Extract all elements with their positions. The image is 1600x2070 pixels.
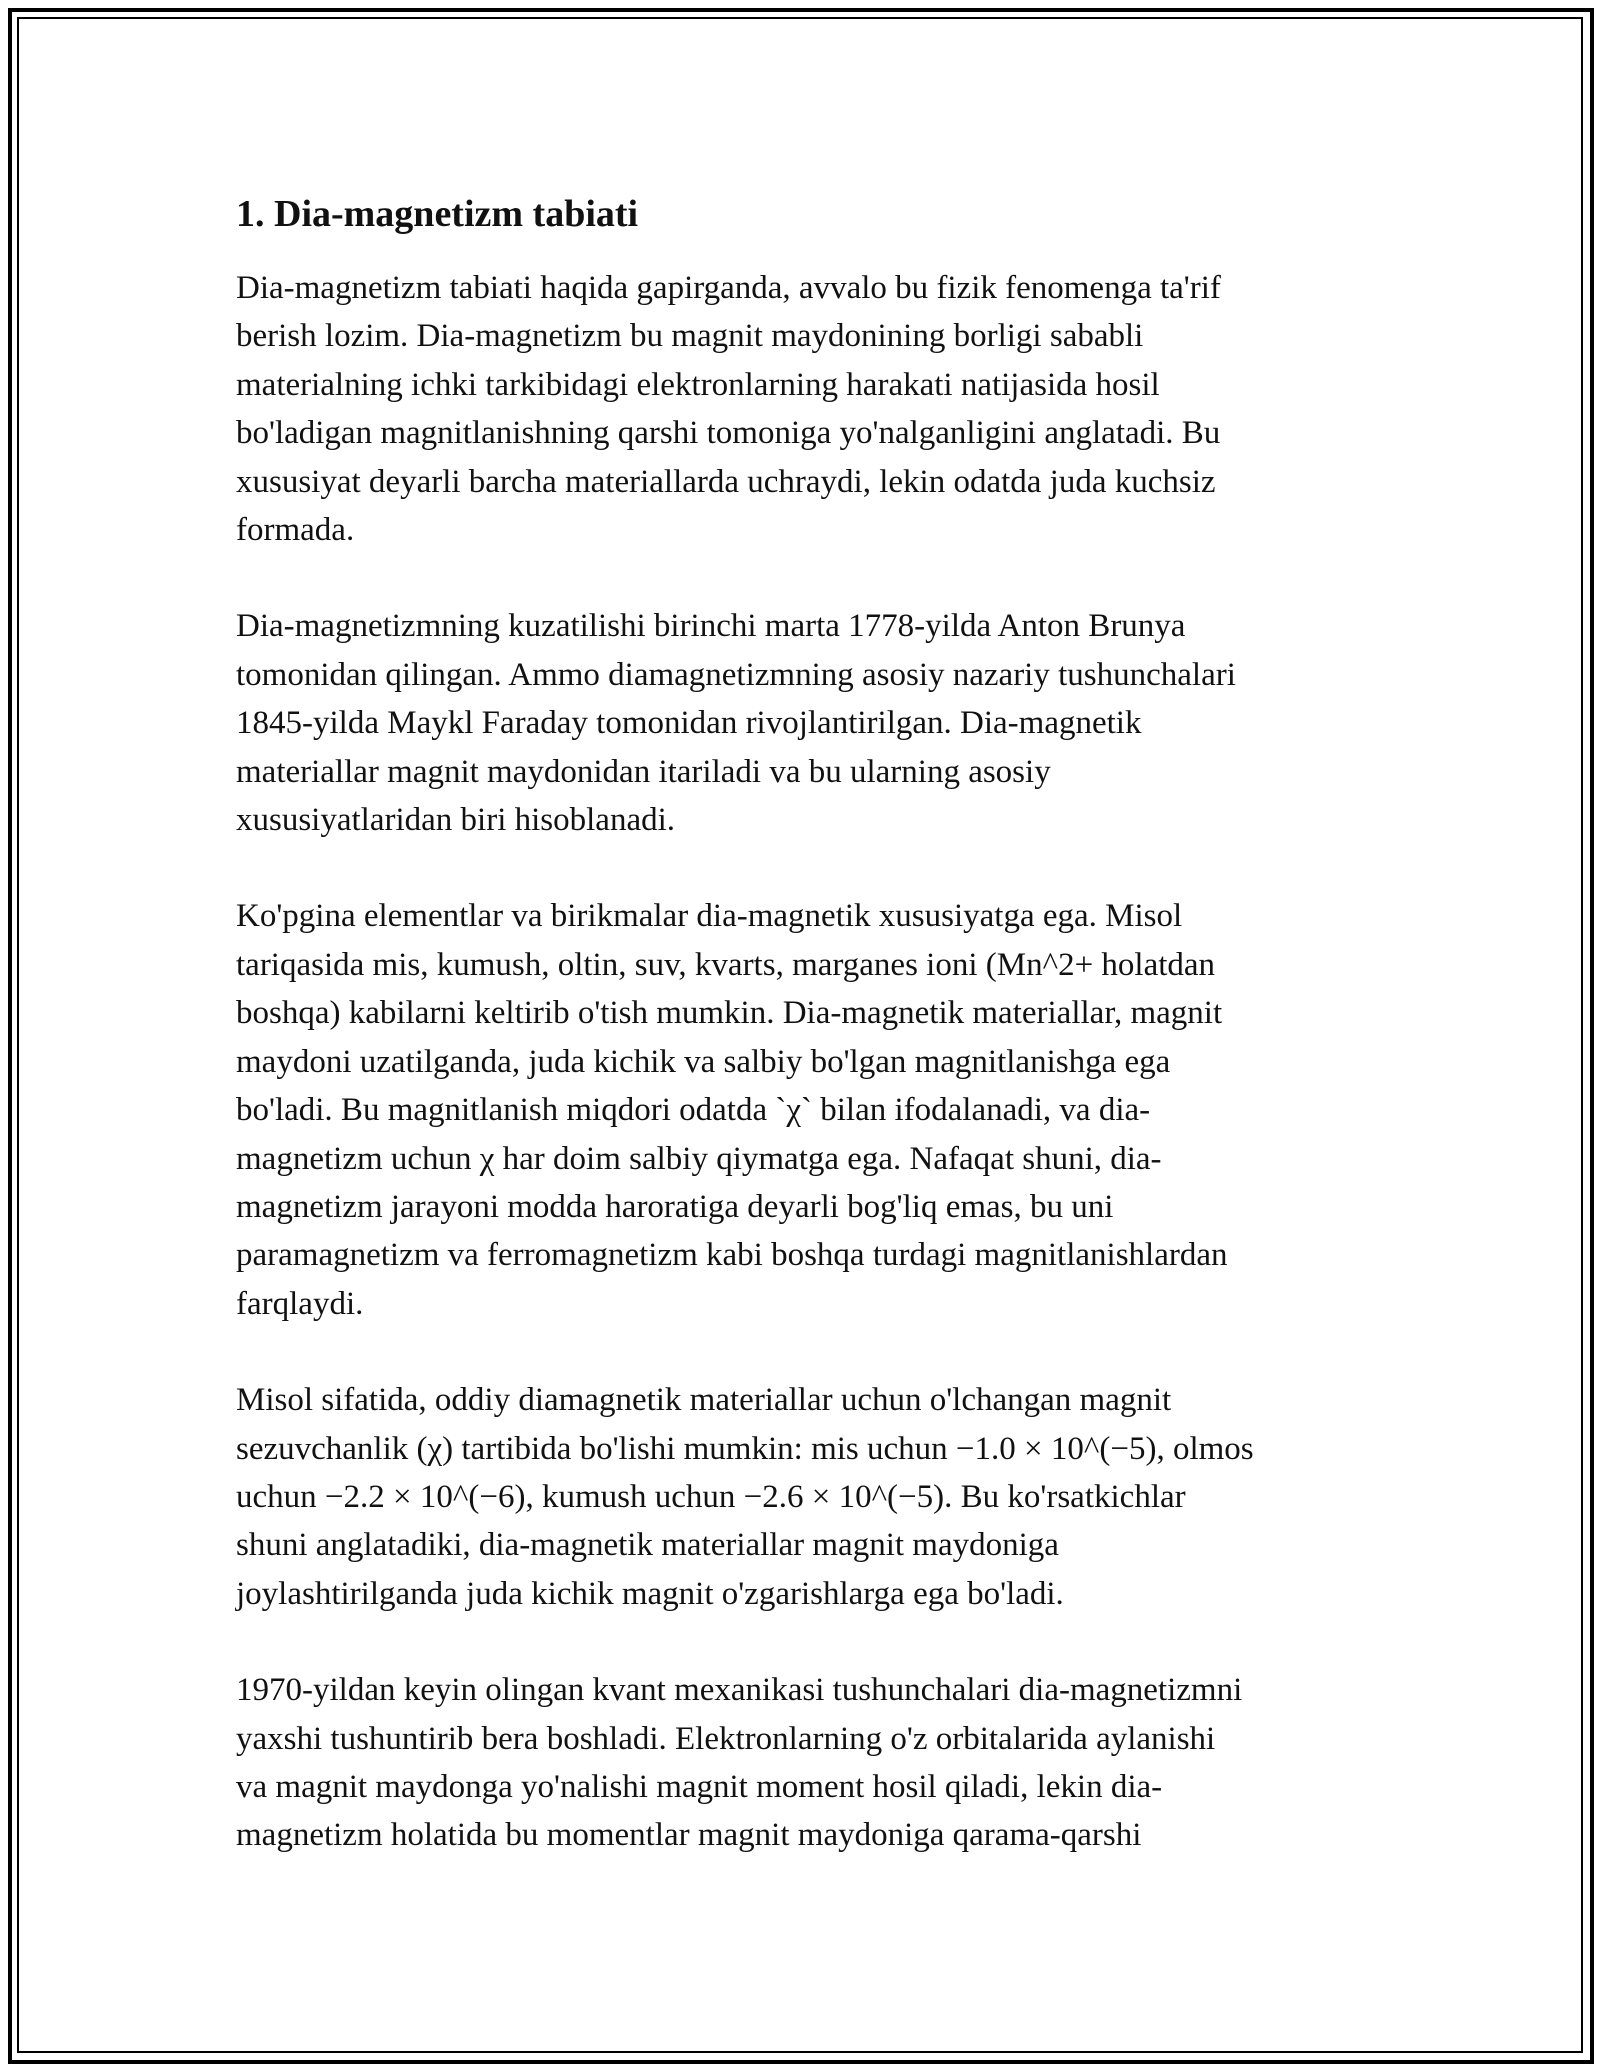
paragraph-history: Dia-magnetizmning kuzatilishi birinchi marta 1778-yilda Anton Brunya tomonidan qilingan. Ammo diamagnetizmning asosiy nazariy tushunchalari 1845-yilda Maykl Faraday tomonidan rivojlantirilgan. Dia-magnetik materiallar magnit maydonidan itariladi va bu ularning asosiy xususiyatlaridan biri hisoblanadi. (236, 608, 1236, 839)
paragraph-susceptibility-examples: Misol sifatida, oddiy diamagnetik materiallar uchun o'lchangan magnit sezuvchanlik (χ) tartibida bo'lishi mumkin: mis uchun −1.0 × 10^(−5), olmos uchun −2.2 × 10^(−6), kumush uchun −2.6 × 10^(−5). Bu ko'rsatkichlar shuni anglatadiki, dia-magnetik materiallar magnit maydoniga joylashtirilganda juda kichik magnit o'zgarishlarga ega bo'ladi. (236, 1382, 1254, 1612)
paragraph-quantum-mechanics: 1970-yildan keyin olingan kvant mexanikasi tushunchalari dia-magnetizmni yaxshi tushuntirib bera boshladi. Elektronlarning o'z orbitalarida aylanishi va magnit maydonga yo'nalishi magnit moment hosil qiladi, lekin dia- magnetizm holatida bu momentlar magnit maydoniga qarama-qarshi (236, 1672, 1243, 1854)
section-title: 1. Dia-magnetizm tabiati (236, 193, 639, 235)
document-body (236, 186, 1376, 1908)
paragraph-materials: Ko'pgina elementlar va birikmalar dia-magnetik xususiyatga ega. Misol tariqasida mis, kumush, oltin, suv, kvarts, marganes ioni (Mn^2+ holatdan boshqa) kabilarni keltirib o'tish mumkin. Dia-magnetik materiallar, magnit maydoni uzatilganda, juda kichik va salbiy bo'lgan magnitlanishga ega bo'ladi. Bu magnitlanish miqdori odatda `χ` bilan ifodalanadi, va dia- magnetizm uchun χ har doim salbiy qiymatga ega. Nafaqat shuni, dia- magnetizm jarayoni modda haroratiga deyarli bog'liq emas, bu uni paramagnetizm va ferromagnetizm kabi boshqa turdagi magnitlanishlardan farqlaydi. (236, 898, 1228, 1322)
paragraph-definition: Dia-magnetizm tabiati haqida gapirganda, avvalo bu fizik fenomenga ta'rif berish lozim. Dia-magnetizm bu magnit maydonining borligi sababli materialning ichki tarkibidagi elektronlarning harakati natijasida hosil bo'ladigan magnitlanishning qarshi tomoniga yo'nalganligini anglatadi. Bu xususiyat deyarli barcha materiallarda uchraydi, lekin odatda juda kuchsiz formada. (236, 270, 1221, 549)
